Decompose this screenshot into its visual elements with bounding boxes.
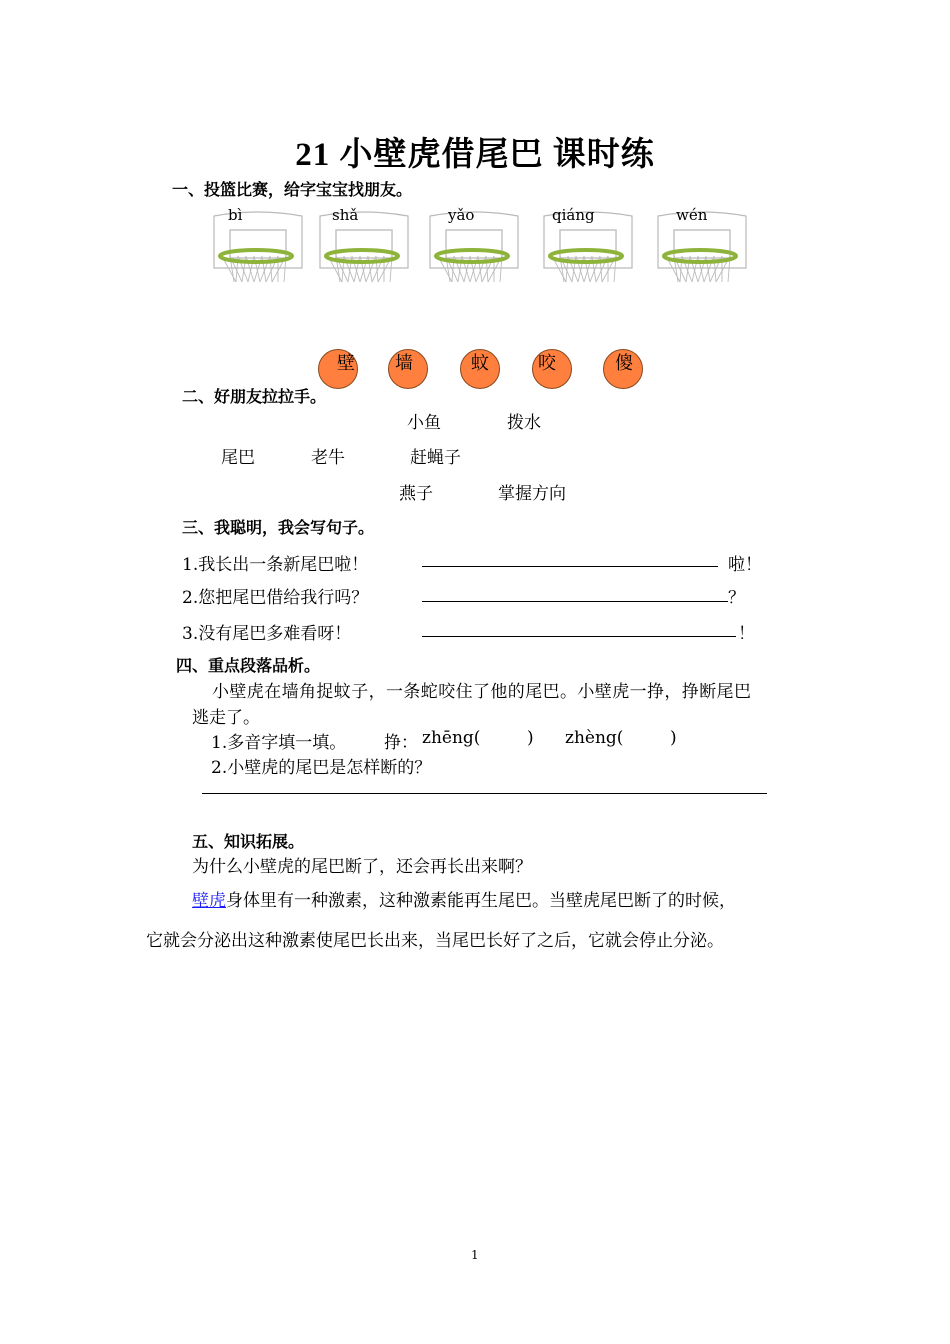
basketball-hoop xyxy=(428,208,520,286)
match-word[interactable]: 燕子 xyxy=(399,484,433,504)
polyphone-char: 挣： xyxy=(384,733,418,753)
question-label: 1.多音字填一填。 xyxy=(211,733,347,753)
ball-character: 咬 xyxy=(538,353,556,374)
hoop-pinyin: bì xyxy=(228,206,243,224)
answer-blank[interactable] xyxy=(422,636,736,637)
page-title: 21 小壁虎借尾巴 课时练 xyxy=(295,137,655,173)
match-word[interactable]: 拨水 xyxy=(507,413,541,433)
hoop-pinyin: shǎ xyxy=(332,206,359,224)
section5-heading: 五、知识拓展。 xyxy=(192,832,305,851)
gecko-link[interactable]: 壁虎 xyxy=(192,891,226,911)
passage-line: 逃走了。 xyxy=(192,708,260,728)
sentence-prompt: 1.我长出一条新尾巴啦！ xyxy=(182,555,369,575)
sentence-prompt: 3.没有尾巴多难看呀！ xyxy=(182,624,352,644)
passage-line: 小壁虎在墙角捉蚊子，一条蛇咬住了他的尾巴。小壁虎一挣，挣断尾巴 xyxy=(212,682,752,702)
hoop-pinyin: wén xyxy=(676,206,708,224)
answer-paragraph-line: 它就会分泌出这种激素使尾巴长出来，当尾巴长好了之后，它就会停止分泌。 xyxy=(146,931,724,951)
answer-blank[interactable] xyxy=(202,793,767,794)
ball-character: 墙 xyxy=(395,353,413,374)
sentence-ending: ？ xyxy=(728,588,745,608)
section3-heading: 三、我聪明，我会写句子。 xyxy=(182,518,375,537)
section1-heading: 一、投篮比赛，给字宝宝找朋友。 xyxy=(172,180,413,199)
basketball-hoop xyxy=(542,208,634,286)
ball-character: 傻 xyxy=(615,353,633,374)
pinyin-reading: zhèng( xyxy=(565,728,624,748)
pinyin-answer-blank[interactable] xyxy=(486,728,526,748)
basketball-hoop xyxy=(318,208,410,286)
sentence-prompt: 2.您把尾巴借给我行吗？ xyxy=(182,588,369,608)
match-word[interactable]: 尾巴 xyxy=(221,448,255,468)
match-word[interactable]: 老牛 xyxy=(311,448,345,468)
section2-heading: 二、好朋友拉拉手。 xyxy=(182,387,327,406)
paren-close: ) xyxy=(527,728,534,748)
match-word[interactable]: 赶蝇子 xyxy=(410,448,461,468)
match-word[interactable]: 掌握方向 xyxy=(498,484,566,504)
answer-paragraph-line xyxy=(192,886,736,911)
match-word[interactable]: 小鱼 xyxy=(407,413,441,433)
sentence-ending: 啦！ xyxy=(728,555,762,575)
extension-question: 为什么小壁虎的尾巴断了，还会再长出来啊？ xyxy=(192,857,532,877)
paren-close: ) xyxy=(670,728,677,748)
answer-blank[interactable] xyxy=(422,601,728,602)
answer-text: 身体里有一种激素，这种激素能再生尾巴。当壁虎尾巴断了的时候， xyxy=(226,891,736,911)
basketball-hoop xyxy=(656,208,748,286)
pinyin-reading: zhēng( xyxy=(422,728,481,748)
answer-blank[interactable] xyxy=(422,566,718,567)
ball-character: 壁 xyxy=(337,353,355,374)
basketball-hoop xyxy=(212,208,304,286)
basketball-hoop-icon xyxy=(212,208,304,286)
sentence-ending: ！ xyxy=(738,624,755,644)
hoop-pinyin: qiáng xyxy=(552,206,595,224)
page-number: 1 xyxy=(471,1248,479,1262)
question-label: 2.小壁虎的尾巴是怎样断的？ xyxy=(211,758,432,778)
ball-character: 蚊 xyxy=(471,353,489,374)
hoop-pinyin: yǎo xyxy=(448,206,475,224)
section4-heading: 四、重点段落品析。 xyxy=(176,656,321,675)
pinyin-answer-blank[interactable] xyxy=(628,728,668,748)
